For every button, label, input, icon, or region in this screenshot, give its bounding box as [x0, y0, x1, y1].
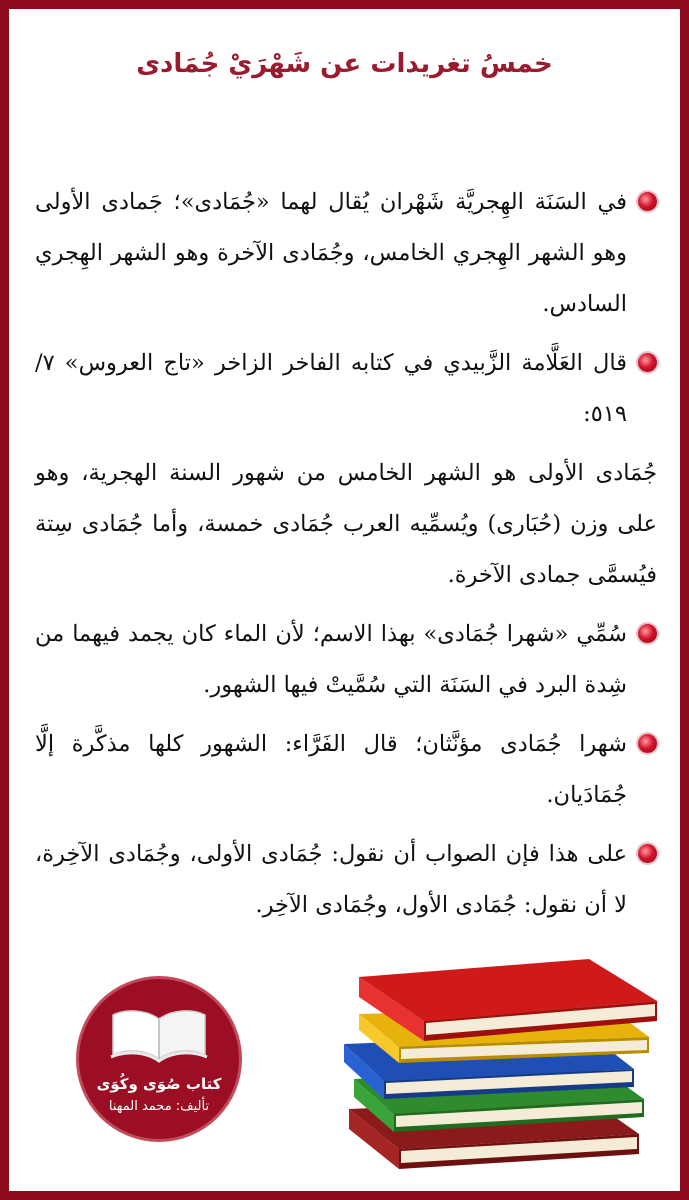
paragraph-text: في السَنَة الهِجريَّة شَهْران يُقال لهما «جُمَادى»؛ جَمادى الأولى وهو الشهر الهِجري الخامس، وجُمَادى الآخرة وهو الشهر الهِجري السادس.	[35, 189, 627, 317]
stack-of-books-icon	[339, 949, 669, 1174]
bullet-icon	[638, 192, 657, 211]
paragraph-text: شهرا جُمَادى مؤنَّثان؛ قال الفَرَّاء: الشهور كلها مذكَّرة إلَّا جُمَادَيان.	[35, 731, 627, 808]
paragraph-text: على هذا فإن الصواب أن نقول: جُمَادى الأولى، وجُمَادى الآخِرة، لا أن نقول: جُمَادى الأول، وجُمَادى الآخِر.	[35, 841, 627, 918]
content-body	[35, 177, 657, 939]
page-title: خمسُ تغريدات عن شَهْرَيْ جُمَادى	[136, 49, 553, 79]
paragraph-4	[35, 609, 657, 711]
bullet-icon	[638, 624, 657, 643]
page-frame	[9, 9, 680, 1191]
bullet-icon	[638, 353, 657, 372]
bullet-icon	[638, 844, 657, 863]
paragraph-3-quote	[35, 448, 657, 601]
logo-author: تأليف: محمد المهنا	[108, 1099, 210, 1114]
paragraph-2	[35, 338, 657, 440]
paragraph-6	[35, 829, 657, 931]
bullet-icon	[638, 734, 657, 753]
open-book-icon	[107, 1001, 211, 1071]
paragraph-5	[35, 719, 657, 821]
paragraph-text: سُمِّي «شهرا جُمَادى» بهذا الاسم؛ لأن الماء كان يجمد فيهما من شِدة البرد في السَنَة التي سُمَّيتْ فيها الشهور.	[35, 621, 627, 698]
paragraph-text: قال العَلَّامة الزَّبيدي في كتابه الفاخر الزاخر «تاج العروس» ٧/ ٥١٩:	[35, 350, 627, 427]
logo-book-title: كتاب صُوَى وكُوَى	[96, 1075, 222, 1093]
paragraph-text: جُمَادى الأولى هو الشهر الخامس من شهور السنة الهجرية، وهو على وزن (حُبَارى) ويُسمِّيه العرب جُمَادى خمسة، وأما جُمَادى سِتة فيُسمَّى جمادى الآخرة.	[35, 460, 657, 588]
book-logo-badge	[79, 979, 239, 1139]
paragraph-1	[35, 177, 657, 330]
